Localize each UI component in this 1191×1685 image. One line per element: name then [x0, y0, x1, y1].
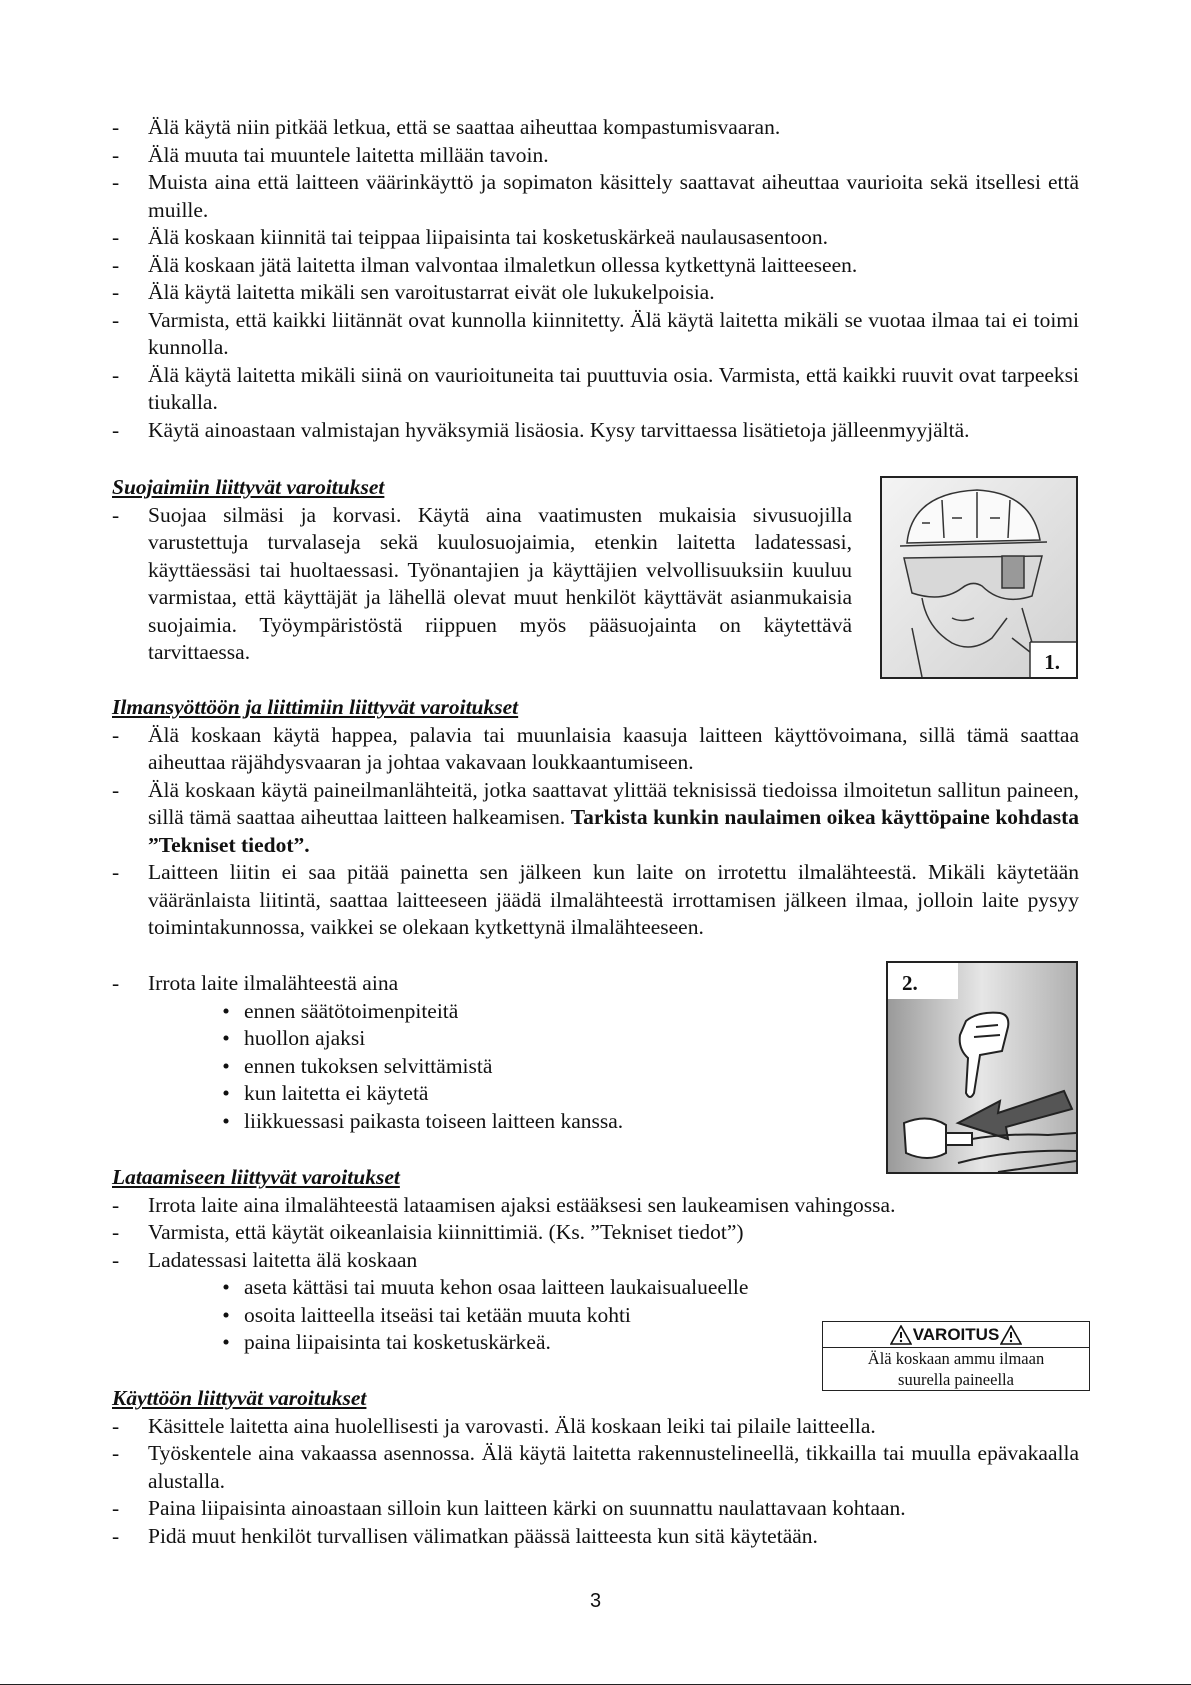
- air-section: [112, 694, 1079, 942]
- protection-heading: Suojaimiin liittyvät varoitukset: [112, 475, 385, 499]
- disconnect-list: [112, 970, 852, 1135]
- warning-title-row: [823, 1322, 1089, 1348]
- sub-list-item: • ennen tukoksen selvittämistä: [222, 1053, 493, 1078]
- list-item: - Älä koskaan käytä paineilmanlähteitä, jotka saattavat ylittää teknisissä tiedoissa ilmoitetun sallitun paineen, sillä tämä saattaa aiheuttaa laitteen halkeamisen. Tarkista kunkin naulaimen oikea käyttöpaine kohdasta ”Tekniset tiedot”.: [112, 777, 1079, 857]
- list-item: - Varmista, että käytät oikeanlaisia kiinnittimiä. (Ks. ”Tekniset tiedot”): [112, 1220, 744, 1244]
- list-item: - Älä muuta tai muuntele laitetta millään tavoin.: [112, 142, 549, 167]
- list-item: - Laitteen liitin ei saa pitää painetta sen jälkeen kun laite on irrotettu ilmalähteestä. Mikäli käytetään vääränlaista liitintä, saattaa laitteeseen jäädä ilmalähteestä irrottamisen jälkeen ilmaa, jolloin laite pysyy toimintakunnossa, vaikkei se olekaan kytkettynä ilmalähteeseen.: [112, 860, 1079, 939]
- protection-section: [112, 474, 852, 667]
- list-item: - Pidä muut henkilöt turvallisen välimatkan päässä laitteesta kun sitä käytetään.: [112, 1523, 818, 1548]
- list-item: - Ladatessasi laitetta älä koskaan: [112, 1247, 418, 1272]
- use-section: [112, 1385, 1079, 1550]
- warning-title: VAROITUS: [912, 1324, 1000, 1344]
- figure-1-protective-gear: [880, 476, 1078, 679]
- loading-heading: Lataamiseen liittyvät varoitukset: [112, 1165, 400, 1189]
- list-item: - Irrota laite aina ilmalähteestä lataamisen ajaksi estääksesi sen laukeamisen vahingossa.: [112, 1192, 896, 1217]
- warning-triangle-icon: [1000, 1325, 1022, 1345]
- sub-list-item: • osoita laitteella itseäsi tai ketään muuta kohti: [222, 1302, 631, 1327]
- list-item: - Älä koskaan käytä happea, palavia tai muunlaisia kaasuja laitteen käyttövoimana, sillä tämä saattaa aiheuttaa räjähdysvaaran ja johtaa vakavaan loukkaantumiseen.: [112, 722, 1079, 774]
- list-item: - Paina liipaisinta ainoastaan silloin kun laitteen kärki on suunnattu naulattavaan kohtaan.: [112, 1496, 906, 1520]
- list-item: - Älä käytä laitetta mikäli sen varoitustarrat eivät ole lukukelpoisia.: [112, 280, 715, 304]
- list-item: - Käsittele laitetta aina huolellisesti ja varovasti. Älä koskaan leiki tai pilaile laitteella.: [112, 1413, 876, 1438]
- sub-list-item: • paina liipaisinta tai kosketuskärkeä.: [222, 1330, 551, 1354]
- list-item: - Irrota laite ilmalähteestä aina: [112, 971, 399, 995]
- use-heading: Käyttöön liittyvät varoitukset: [112, 1386, 367, 1410]
- list-item: - Käytä ainoastaan valmistajan hyväksymiä lisäosia. Kysy tarvittaessa lisätietoja jälleenmyyjältä.: [112, 417, 970, 442]
- air-heading: Ilmansyöttöön ja liittimiin liittyvät varoitukset: [112, 695, 519, 719]
- sub-list-item: • aseta kättäsi tai muuta kehon osaa laitteen laukaisualueelle: [222, 1275, 749, 1299]
- helmet-goggles-person-icon: [882, 478, 1076, 677]
- list-item: - Älä käytä niin pitkää letkua, että se saattaa aiheuttaa kompastumisvaaran.: [112, 115, 781, 139]
- warning-text: Älä koskaan ammu ilmaan suurella paineella: [867, 1349, 1045, 1389]
- warning-triangle-icon: [890, 1325, 912, 1345]
- page-number: 3: [589, 1590, 602, 1612]
- list-item: - Työskentele aina vakaassa asennossa. Älä käytä laitetta rakennustelineellä, tikkailla tai muulla epävakaalla alustalla.: [112, 1441, 1079, 1493]
- sub-list-item: • kun laitetta ei käytetä: [222, 1081, 429, 1105]
- figure-2-number: 2.: [902, 971, 918, 995]
- list-item: - Älä koskaan jätä laitetta ilman valvontaa ilmaletkun ollessa kytkettynä laitteeseen.: [112, 252, 858, 277]
- general-warnings-list: [112, 114, 1079, 444]
- sub-list-item: • liikkuessasi paikasta toiseen laitteen kanssa.: [222, 1108, 624, 1133]
- list-item: - Suojaa silmäsi ja korvasi. Käytä aina vaatimusten mukaisia sivusuojilla varustettuja turvalaseja sekä kuulosuojaimia, etenkin laitetta ladatessasi, käyttäessäsi tai huoltaessasi. Työnantajien ja käyttäjien velvollisuuksiin kuuluu varmistaa, että käyttäjät ja lähellä olevat muut henkilöt käyttävät asianmukaisia suojaimia. Työympäristöstä riippuen myös pääsuojainta on käytettävä tarvittaessa.: [112, 502, 852, 664]
- list-item: - Älä koskaan kiinnitä tai teippaa liipaisinta tai kosketuskärkeä naulausasentoon.: [112, 225, 829, 249]
- figure-1-number: 1.: [1044, 650, 1060, 674]
- list-item: - Muista aina että laitteen väärinkäyttö ja sopimaton käsittely saattavat aiheuttaa vaurioita sekä itsellesi että muille.: [112, 170, 1079, 222]
- sub-list-item: • huollon ajaksi: [222, 1026, 366, 1050]
- warning-box: [822, 1321, 1090, 1391]
- list-item: - Älä käytä laitetta mikäli siinä on vaurioituneita tai puuttuvia osia. Varmista, että kaikki ruuvit ovat tarpeeksi tiukalla.: [112, 362, 1079, 414]
- figure-2-disconnect: [886, 961, 1078, 1174]
- list-item: - Varmista, että kaikki liitännät ovat kunnolla kiinnitetty. Älä käytä laitetta mikäli se vuotaa ilmaa tai ei toimi kunnolla.: [112, 307, 1079, 359]
- sub-list-item: • ennen säätötoimenpiteitä: [222, 998, 459, 1023]
